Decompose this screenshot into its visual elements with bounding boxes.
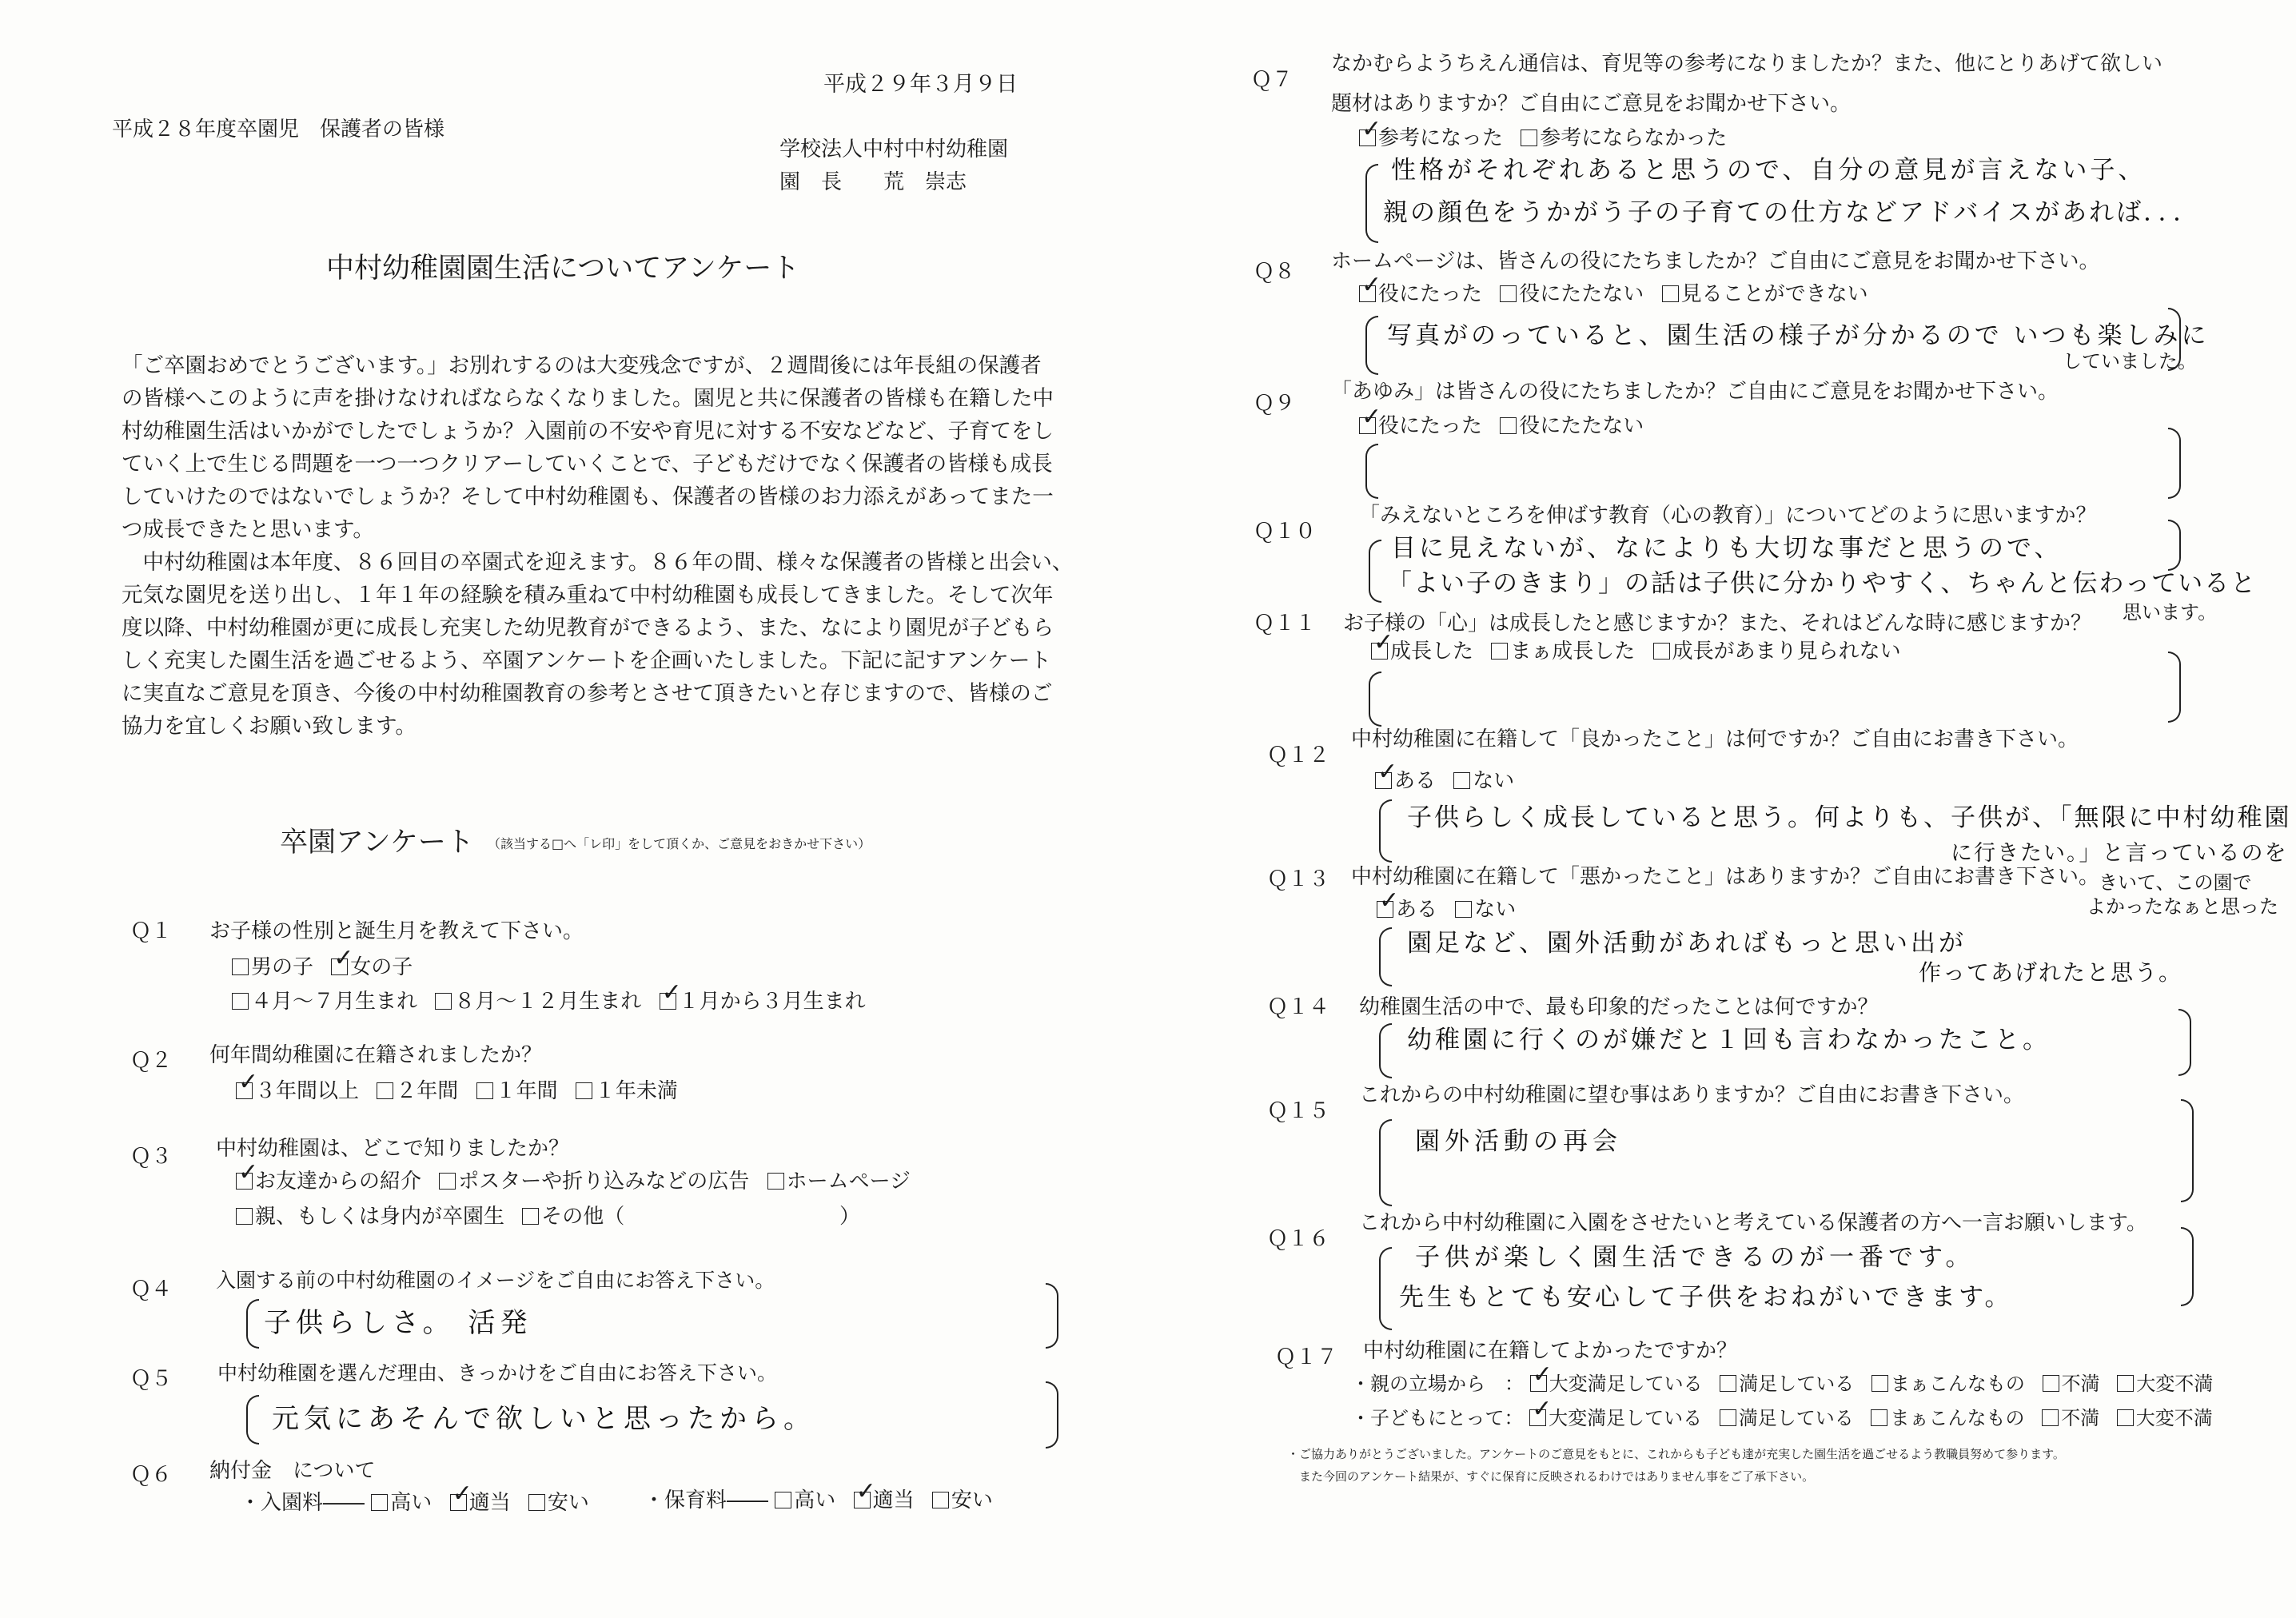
q2-options xyxy=(236,1079,689,1104)
checkbox[interactable] xyxy=(1720,1375,1736,1392)
q1-option-girl[interactable]: ✓ 女の子 xyxy=(331,955,413,979)
q17-parent-row: ・親の立場から ： ✓ 大変満足している 満足している まぁこんなもの 不満 大変不満 xyxy=(1351,1373,2224,1396)
q6-entrance-fair[interactable]: ✓ 適当 xyxy=(450,1491,511,1515)
q3-other-close: ） xyxy=(839,1205,861,1229)
q17-parent-unsatisfied[interactable]: 不満 xyxy=(2043,1373,2100,1395)
q2-question: 何年間幼稚園に在籍されましたか？ xyxy=(209,1043,543,1067)
q1-question: お子様の性別と誕生月を教えて下さい。 xyxy=(209,919,584,943)
bracket-left xyxy=(1365,164,1378,243)
q13-question: 中村幼稚園に在籍して「悪かったこと」はありますか？ご自由にお書き下さい。 xyxy=(1351,865,2100,889)
q8-label: Ｑ８ xyxy=(1254,260,1296,284)
q2-option-2years[interactable]: ２年間 xyxy=(377,1079,458,1103)
checkbox-checked[interactable] xyxy=(1371,643,1388,660)
checkbox[interactable] xyxy=(576,1082,592,1099)
q1-option-boy[interactable]: 男の子 xyxy=(232,955,313,979)
q13-answer-line1: 園足など、園外活動があればもっと思い出が xyxy=(1407,929,1967,958)
checkbox[interactable] xyxy=(775,1492,791,1508)
checkbox[interactable] xyxy=(522,1208,539,1225)
q13-options xyxy=(1377,898,1527,923)
footer-note-1: ・ご協力ありがとうございました。アンケートのご意見をもとに、これからも子ども達が充実した園生活を過ごせるよう教職員努めて参ります。 xyxy=(1287,1447,2065,1461)
checkbox[interactable] xyxy=(1500,417,1517,434)
checkbox-checked[interactable] xyxy=(1375,772,1392,789)
q6-tuition-cheap[interactable]: 安い xyxy=(932,1488,993,1512)
checkbox[interactable] xyxy=(1453,772,1470,789)
q12-label: Ｑ１２ xyxy=(1267,743,1330,767)
q14-answer: 幼稚園に行くのが嫌だと１回も言わなかったこと。 xyxy=(1407,1026,2051,1054)
checkbox[interactable] xyxy=(2043,1375,2059,1392)
q17-child-very-unsatisfied[interactable]: 大変不満 xyxy=(2117,1407,2213,1429)
bracket-left xyxy=(246,1299,259,1349)
sender-org: 学校法人中村中村幼稚園 xyxy=(779,137,1009,161)
checkbox-checked[interactable] xyxy=(854,1492,871,1508)
q13-label: Ｑ１３ xyxy=(1267,867,1330,891)
q12-option-yes[interactable]: ✓ある xyxy=(1375,769,1436,793)
checkbox[interactable] xyxy=(236,1208,253,1225)
q12-answer-line4: よかったなぁと思った xyxy=(2087,895,2278,918)
q2-option-1year[interactable]: １年間 xyxy=(476,1079,558,1103)
bracket-left xyxy=(1369,540,1381,603)
q8-question: ホームページは、皆さんの役にたちましたか？ご自由にご意見をお聞かせ下さい。 xyxy=(1331,249,2100,273)
q3-options-row2 xyxy=(236,1205,636,1229)
q14-label: Ｑ１４ xyxy=(1267,995,1330,1019)
q1-options-month xyxy=(232,990,877,1014)
q3-label: Ｑ３ xyxy=(130,1145,173,1169)
q6-entrance-high[interactable]: 高い xyxy=(371,1491,432,1515)
bracket-left xyxy=(1365,316,1378,375)
q3-option-alumni[interactable]: 親、もしくは身内が卒園生 xyxy=(236,1205,504,1229)
q16-answer-line1: 子供が楽しく園生活できるのが一番です。 xyxy=(1415,1243,1975,1272)
checkbox[interactable] xyxy=(2117,1409,2134,1426)
q12-answer-line2: に行きたい。」と言っているのを xyxy=(1951,841,2288,866)
checkbox[interactable] xyxy=(1720,1409,1736,1426)
q1-label: Ｑ１ xyxy=(130,919,173,943)
q4-answer: 子供らしさ。 活発 xyxy=(264,1307,532,1339)
survey-note: （該当する□へ「レ印」をして頂くか、ご意見をおきかせ下さい） xyxy=(488,836,871,851)
bracket-left xyxy=(1365,444,1378,499)
q3-option-other[interactable]: その他（ xyxy=(522,1205,624,1229)
q9-label: Ｑ９ xyxy=(1254,392,1296,416)
q1-options-gender xyxy=(232,955,424,980)
checkbox-checked[interactable] xyxy=(660,993,676,1010)
q12-answer-line1: 子供らしく成長していると思う。何よりも、子供が、「無限に中村幼稚園 xyxy=(1407,803,2292,832)
q14-question: 幼稚園生活の中で、最も印象的だったことは何ですか？ xyxy=(1359,995,1879,1019)
q16-label: Ｑ１６ xyxy=(1267,1227,1330,1251)
document-title: 中村幼稚園園生活についてアンケート xyxy=(326,253,800,285)
q6-tuition-high[interactable]: 高い xyxy=(775,1488,835,1512)
bracket-right xyxy=(1046,1283,1058,1349)
checkbox[interactable] xyxy=(435,993,452,1010)
checkbox[interactable] xyxy=(2117,1375,2134,1392)
q11-options xyxy=(1371,640,1912,664)
q9-options xyxy=(1359,414,1655,439)
q8-answer-line1: 写真がのっていると、園生活の様子が分かるので いつも楽しみに xyxy=(1387,321,2210,350)
bracket-left xyxy=(246,1395,259,1445)
q17-question: 中村幼稚園に在籍してよかったですか？ xyxy=(1363,1339,1738,1363)
bracket-right xyxy=(2181,1099,2194,1202)
q3-options-row1 xyxy=(236,1170,922,1194)
q17-child-unsatisfied[interactable]: 不満 xyxy=(2042,1407,2099,1429)
q12-options xyxy=(1375,769,1525,794)
q6-question: 納付金 について xyxy=(209,1459,376,1483)
q15-label: Ｑ１５ xyxy=(1267,1099,1330,1123)
checkbox[interactable] xyxy=(371,1494,388,1511)
q12-answer-line3: きいて、この園で xyxy=(2099,871,2252,894)
q13-answer-line2: 作ってあげれたと思う。 xyxy=(1919,959,2183,986)
q5-label: Ｑ５ xyxy=(130,1367,173,1391)
q3-option-poster[interactable]: ポスターや折り込みなどの広告 xyxy=(439,1170,749,1194)
checkbox-checked[interactable] xyxy=(1530,1375,1547,1392)
intro-text: 「ご卒園おめでとうございます。」お別れするのは大変残念ですが、２週間後には年長組の保護者 の皆様へこのように声を掛けなければならなくなりました。園児と共に保護者の皆様も在籍した中 村幼稚園生活はいかがでしたでしょうか？入園前の不安や育児に対する不安などなど、子育てをし ていく上で生じる問題を一つ一つクリアーしていくことで、子どもだけでなく保護者の皆様も成長 していけたのではないでしょうか？そして中村幼稚園も、保護者の皆様のお力添えがあってまた一 つ成長できたと思います。 中村幼稚園は本年度、８６回目の卒園式を迎えます。８６年の間、様々な保護者の皆様と出会い、 元気な園児を送り出し、１年１年の経験を積み重ねて中村幼稚園も成長してきました。そして次年 度以降、中村幼稚園が更に成長し充実した幼児教育ができるよう、また、なにより園児が子どもら しく充実した園生活を過ごせるよう、卒園アンケートを企画いたしました。下記に記すアンケート に実直なご意見を頂き、今後の中村幼稚園教育の参考とさせて頂きたいと存じますので、皆様のご 協力を宜しくお願い致します。 xyxy=(122,353,1074,739)
q16-question: これから中村幼稚園に入園をさせたいと考えている保護者の方へ一言お願いします。 xyxy=(1359,1211,2147,1235)
checkbox[interactable] xyxy=(932,1492,949,1508)
q7-question-line2: 題材はありますか？ご自由にご意見をお聞かせ下さい。 xyxy=(1331,92,1852,116)
footer-note-2: また今回のアンケート結果が、すぐに保育に反映されるわけではありません事をご了承下さい。 xyxy=(1287,1469,1815,1484)
q8-option-cannot-view[interactable]: 見ることができない xyxy=(1662,282,1868,306)
q7-question-line1: なかむらようちえん通信は、育児等の参考になりましたか？また、他にとりあげて欲しい xyxy=(1331,52,2163,76)
q6-tuition-fair[interactable]: ✓ 適当 xyxy=(854,1488,915,1512)
bracket-right xyxy=(2168,308,2181,371)
checkbox[interactable] xyxy=(2042,1409,2059,1426)
q2-label: Ｑ２ xyxy=(130,1049,173,1073)
q17-child-so-so[interactable]: まぁこんなもの xyxy=(1871,1407,2024,1429)
checkbox-checked[interactable] xyxy=(1529,1409,1546,1426)
q10-answer-line3: 思います。 xyxy=(2123,601,2218,624)
bracket-right xyxy=(2181,1227,2194,1306)
q7-answer-line1: 性格がそれぞれあると思うので、自分の意見が言えない子、 xyxy=(1391,156,2147,185)
q6-entrance-cheap[interactable]: 安い xyxy=(528,1491,589,1515)
date: 平成２９年３月９日 xyxy=(823,72,1018,97)
checkbox[interactable] xyxy=(232,958,249,975)
q7-answer-line2: 親の顔色をうかがう子の子育ての仕方などアドバイスがあれば．．． xyxy=(1383,198,2201,227)
q15-question: これからの中村幼稚園に望む事はありますか？ご自由にお書き下さい。 xyxy=(1359,1083,2025,1107)
q8-answer-line2: していました。 xyxy=(2063,350,2197,373)
bracket-right xyxy=(2168,520,2181,571)
checkbox[interactable] xyxy=(1662,285,1679,302)
q3-question: 中村幼稚園は、どこで知りましたか？ xyxy=(216,1137,570,1161)
checkbox[interactable] xyxy=(476,1082,493,1099)
sender-name: 園 長 荒 崇志 xyxy=(779,170,967,194)
q10-answer-line2: 「よい子のきまり」の話は子供に分かりやすく、ちゃんと伝わっていると xyxy=(1387,569,2258,598)
q8-option-not-useful[interactable]: 役にたたない xyxy=(1500,282,1644,306)
q1-option-jan-mar[interactable]: ✓ １月から３月生まれ xyxy=(660,990,866,1014)
checkbox[interactable] xyxy=(1521,130,1537,146)
q10-question: 「みえないところを伸ばす教育（心の教育）」についてどのように思いますか？ xyxy=(1359,504,2097,528)
bracket-right xyxy=(2168,428,2181,499)
q17-child-satisfied[interactable]: 満足している xyxy=(1720,1407,1854,1429)
q12-option-no[interactable]: ない xyxy=(1453,769,1514,793)
q13-option-no[interactable]: ない xyxy=(1455,898,1516,922)
checkbox-checked[interactable] xyxy=(1377,901,1393,918)
q16-answer-line2: 先生もとても安心して子供をおねがいできます。 xyxy=(1399,1283,2013,1312)
checkbox-checked[interactable] xyxy=(1359,417,1376,434)
q5-question: 中村幼稚園を選んだ理由、きっかけをご自由にお答え下さい。 xyxy=(217,1361,778,1385)
checkbox[interactable] xyxy=(1871,1409,1887,1426)
bracket-left xyxy=(1379,1119,1392,1206)
bracket-left xyxy=(1369,672,1381,727)
q4-question: 入園する前の中村幼稚園のイメージをご自由にお答え下さい。 xyxy=(216,1269,775,1292)
bracket-left xyxy=(1379,799,1392,863)
q11-question: お子様の「心」は成長したと感じますか？また、それはどんな時に感じますか？ xyxy=(1343,612,2092,636)
q8-option-useful[interactable]: ✓役にたった xyxy=(1359,282,1482,306)
q7-label: Ｑ７ xyxy=(1251,68,1293,92)
q2-option-3years[interactable]: ✓３年間以上 xyxy=(236,1079,359,1103)
q17-parent-very-unsatisfied[interactable]: 大変不満 xyxy=(2117,1373,2213,1395)
q3-option-homepage[interactable]: ホームページ xyxy=(767,1170,911,1194)
checkbox[interactable] xyxy=(1455,901,1472,918)
q10-label: Ｑ１０ xyxy=(1254,520,1317,544)
q1-option-aug-dec[interactable]: ８月～１２月生まれ xyxy=(435,990,641,1014)
q17-child-very-satisfied[interactable]: ✓ 大変満足している xyxy=(1529,1407,1702,1429)
bracket-left xyxy=(1379,1023,1392,1078)
q6-entrance-fee: ・入園料―― 高い ✓ 適当 安い xyxy=(240,1491,600,1516)
q7-options xyxy=(1359,126,1738,151)
recipient: 平成２８年度卒園児 保護者の皆様 xyxy=(112,118,445,141)
q13-option-yes[interactable]: ✓ある xyxy=(1377,898,1437,922)
q11-option-somewhat[interactable]: まぁ成長した xyxy=(1491,640,1635,664)
q9-question: 「あゆみ」は皆さんの役にたちましたか？ご自由にご意見をお聞かせ下さい。 xyxy=(1331,380,2059,404)
checkbox-checked[interactable] xyxy=(450,1494,467,1511)
checkbox[interactable] xyxy=(1871,1375,1888,1392)
checkbox-checked[interactable] xyxy=(1359,130,1376,146)
q11-option-not-much[interactable]: 成長があまり見られない xyxy=(1653,640,1901,664)
bracket-right xyxy=(1046,1381,1058,1449)
survey-heading: 卒園アンケート xyxy=(280,827,474,859)
q12-question: 中村幼稚園に在籍して「良かったこと」は何ですか？ご自由にお書き下さい。 xyxy=(1351,727,2079,751)
checkbox[interactable] xyxy=(439,1173,456,1190)
checkbox[interactable] xyxy=(377,1082,393,1099)
q17-child-row: ・子どもにとって： ✓ 大変満足している 満足している まぁこんなもの 不満 大変不満 xyxy=(1351,1407,2224,1430)
q9-option-useful[interactable]: ✓役にたった xyxy=(1359,414,1482,438)
q4-label: Ｑ４ xyxy=(130,1277,173,1301)
q17-parent-very-satisfied[interactable]: ✓ 大変満足している xyxy=(1530,1373,1703,1395)
bracket-right xyxy=(2178,1009,2191,1076)
q7-option-not-helpful[interactable]: 参考にならなかった xyxy=(1521,126,1727,150)
q11-option-grew[interactable]: ✓成長した xyxy=(1371,640,1473,664)
q8-options xyxy=(1359,282,1879,307)
q17-parent-so-so[interactable]: まぁこんなもの xyxy=(1871,1373,2025,1395)
checkbox[interactable] xyxy=(528,1494,545,1511)
q5-answer: 元気にあそんで欲しいと思ったから。 xyxy=(272,1403,815,1435)
bracket-left xyxy=(1379,1247,1392,1330)
q6-label: Ｑ６ xyxy=(130,1463,173,1487)
q17-parent-satisfied[interactable]: 満足している xyxy=(1720,1373,1854,1395)
q6-tuition-fee: ・保育料―― 高い ✓ 適当 安い xyxy=(644,1488,1004,1513)
checkbox[interactable] xyxy=(1491,643,1508,660)
bracket-right xyxy=(2168,652,2181,723)
q11-label: Ｑ１１ xyxy=(1254,612,1317,636)
checkbox-checked[interactable] xyxy=(236,1082,253,1099)
checkbox[interactable] xyxy=(1653,643,1670,660)
q7-option-helpful[interactable]: ✓参考になった xyxy=(1359,126,1503,150)
q9-option-not-useful[interactable]: 役にたたない xyxy=(1500,414,1644,438)
q10-answer-line1: 目に見えないが、なによりも大切な事だと思うので、 xyxy=(1391,534,2063,563)
checkbox-checked[interactable] xyxy=(331,958,348,975)
q1-option-apr-jul[interactable]: ４月～７月生まれ xyxy=(232,990,417,1014)
q17-label: Ｑ１７ xyxy=(1275,1345,1338,1369)
q2-option-under1[interactable]: １年未満 xyxy=(576,1079,678,1103)
checkbox[interactable] xyxy=(1500,285,1517,302)
checkbox[interactable] xyxy=(232,993,249,1010)
checkbox-checked[interactable] xyxy=(1359,285,1376,302)
checkbox[interactable] xyxy=(767,1173,784,1190)
checkbox-checked[interactable] xyxy=(236,1173,253,1190)
bracket-left xyxy=(1379,927,1392,986)
q3-option-friend[interactable]: ✓お友達からの紹介 xyxy=(236,1170,421,1194)
q15-answer: 園外活動の再会 xyxy=(1415,1127,1622,1156)
